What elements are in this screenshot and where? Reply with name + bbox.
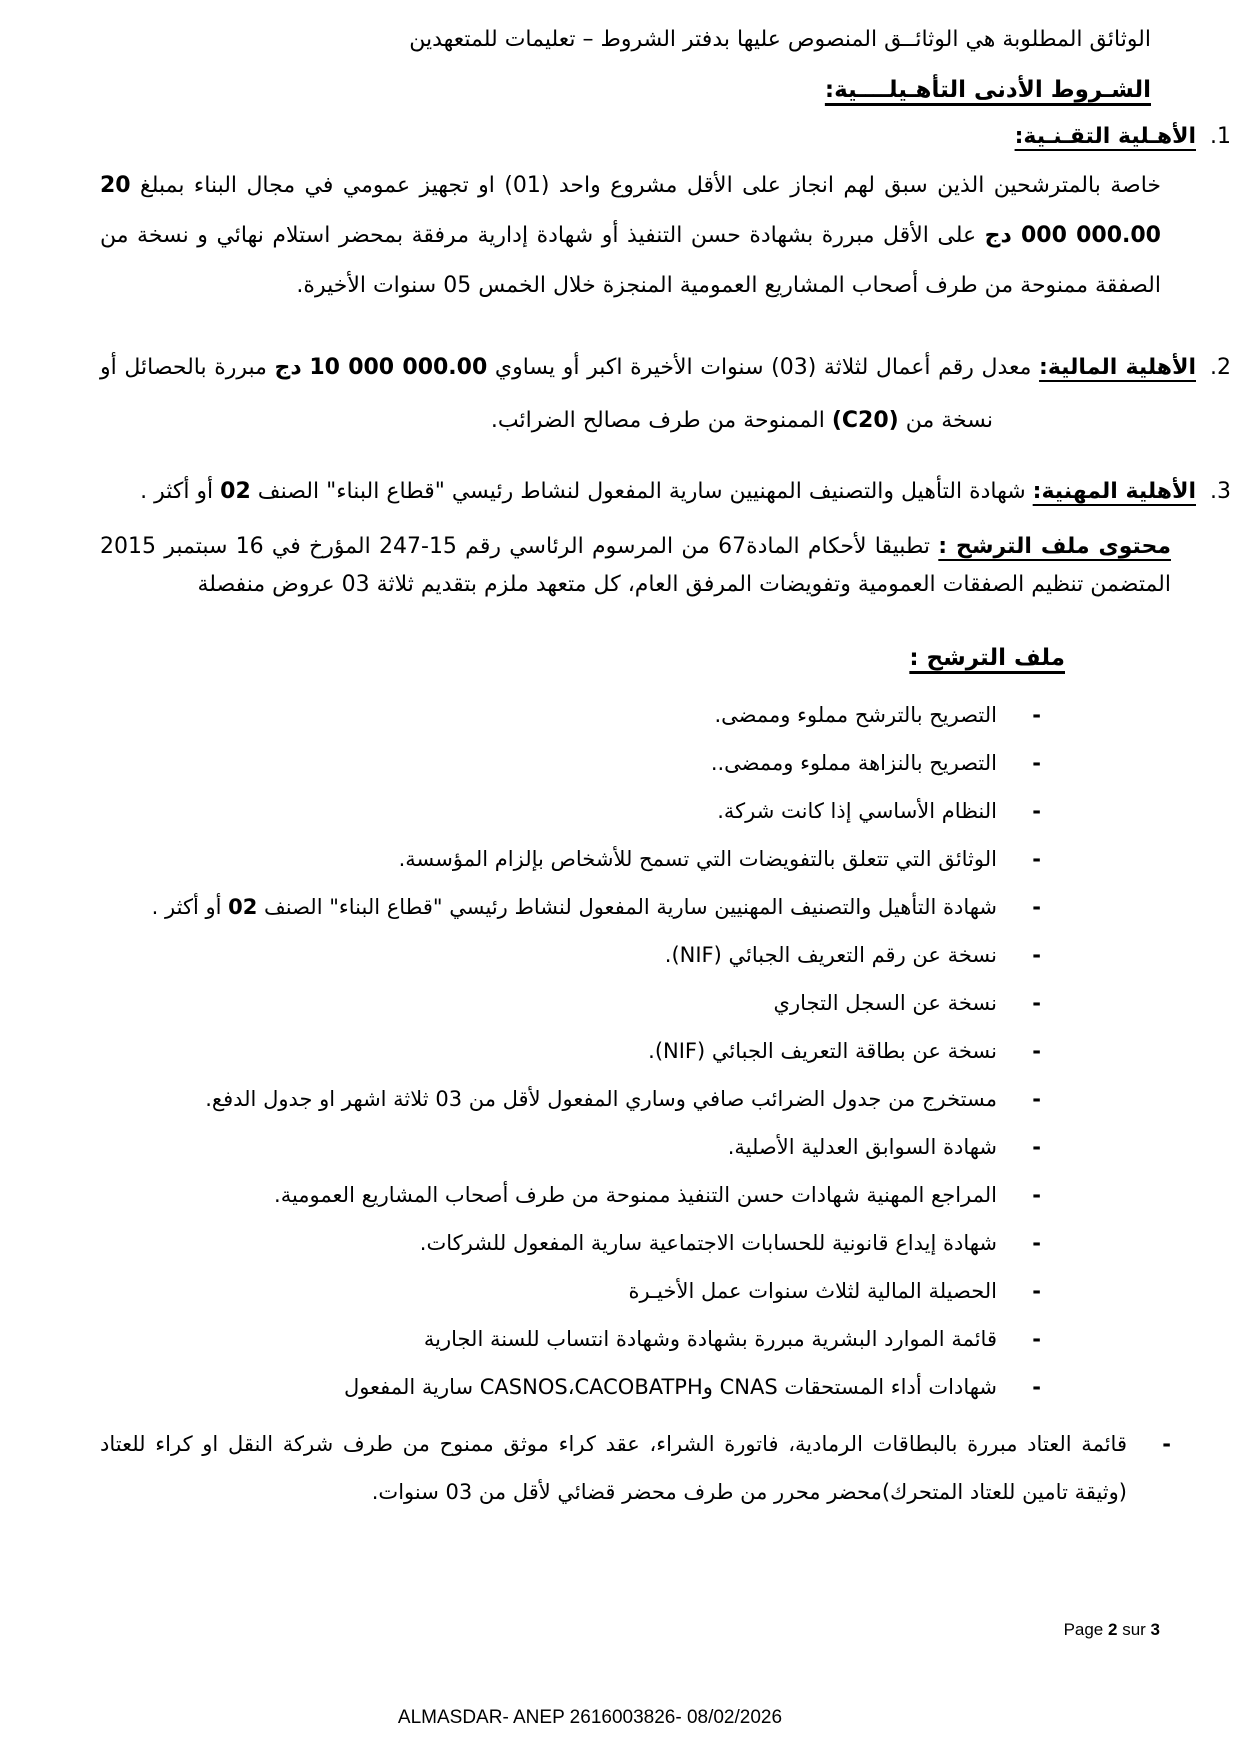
text-segment: شهادة السوابق العدلية الأصلية.	[727, 1135, 997, 1159]
dash-bullet-icon: -	[1032, 895, 1041, 919]
intro-line	[100, 24, 1151, 56]
list-item	[100, 940, 1041, 970]
text-segment: نسخة عن بطاقة التعريف الجبائي	[705, 1039, 997, 1063]
text-segment: دج	[984, 223, 1021, 248]
text-segment: النظام الأساسي إذا كانت شركة.	[717, 799, 997, 823]
list-item-text	[100, 940, 997, 970]
list-item-text	[100, 1324, 997, 1354]
financial-eligibility-item	[100, 341, 1231, 447]
dash-bullet-icon: -	[1032, 751, 1041, 775]
list-item	[100, 1372, 1041, 1402]
text-segment: محتوى ملف الترشح :	[938, 534, 1171, 559]
text-segment: وCASNOS،CACOBATPH سارية المفعول	[343, 1375, 720, 1399]
text-segment: أو أكثر .	[151, 895, 229, 919]
list-number-marker: 1.	[1210, 124, 1231, 149]
list-number-marker: 3.	[1210, 479, 1231, 504]
text-segment: الشـروط الأدنى التأهـيلــــية:	[824, 77, 1151, 103]
text-segment: نسخة عن السجل التجاري	[773, 991, 997, 1015]
text-segment: دج	[274, 355, 302, 380]
dash-bullet-icon: -	[1032, 1039, 1041, 1063]
text-segment: قائمة العتاد مبررة بالبطاقات الرمادية، فاتورة الشراء، عقد كراء موثق ممنوح من طرف شركة النقل او كراء للعتاد (وثيقة تامين للعتاد المتحرك)محضر محرر من طرف محضر قضائي لأقل من 03 سنوات.	[100, 1432, 1127, 1504]
technical-eligibility-paragraph	[100, 161, 1161, 311]
text-segment: التصريح بالنزاهة مملوء وممضى..	[710, 751, 997, 775]
text-segment: الممنوحة من طرف مصالح الضرائب.	[490, 408, 832, 433]
candidacy-file-list	[100, 700, 1231, 1516]
list-item	[100, 796, 1041, 826]
list-item	[100, 748, 1041, 778]
anep-reference-line: ALMASDAR- ANEP 2616003826- 08/02/2026	[397, 1707, 783, 1728]
text-segment: معدل رقم أعمال لثلاثة (03) سنوات الأخيرة اكبر أو يساوي	[487, 355, 1040, 380]
professional-eligibility-text	[140, 479, 1196, 504]
text-segment: تطبيقا لأحكام المادة67 من المرسوم الرئاسي رقم 15-247 المؤرخ في 16 سبتمبر 2015 المتضمن تنظيم الصفقات العمومية وتفويضات المرفق العام، كل متعهد ملزم بتقديم ثلاثة 03 عروض منفصلة	[100, 534, 1171, 597]
list-item	[100, 700, 1041, 730]
text-segment: ملف الترشح :	[909, 645, 1065, 671]
text-segment: (C20)	[831, 408, 899, 433]
text-segment: التصريح بالترشح مملوء وممضى.	[714, 703, 997, 727]
text-segment: الأهـلية التقـنـية:	[1014, 124, 1196, 149]
list-item	[100, 1084, 1041, 1114]
text-segment: .	[664, 943, 672, 967]
list-item-text	[100, 700, 997, 730]
min-qualification-heading	[100, 74, 1151, 106]
list-number-marker: 2.	[1210, 355, 1231, 380]
text-segment: 10 000 000.00	[309, 355, 488, 380]
dash-bullet-icon: -	[1032, 991, 1041, 1015]
professional-eligibility-item	[100, 465, 1231, 518]
text-segment: شهادة التأهيل والتصنيف المهنيين سارية المفعول لنشاط رئيسي "قطاع البناء" الصنف	[250, 479, 1033, 504]
text-segment: شهادة إيداع قانونية للحسابات الاجتماعية سارية المفعول للشركات.	[419, 1231, 997, 1255]
list-item-text	[100, 796, 997, 826]
dash-bullet-icon: -	[1032, 1327, 1041, 1351]
text-segment: على الأقل مبررة بشهادة حسن التنفيذ أو شهادة إدارية مرفقة بمحضر استلام نهائي و نسخة من الصفقة ممنوحة من طرف أصحاب المشاريع العمومية المنجزة خلال الخمس 05 سنوات الأخيرة.	[100, 223, 1161, 298]
text-segment: شهادة التأهيل والتصنيف المهنيين سارية المفعول لنشاط رئيسي "قطاع البناء" الصنف	[257, 895, 997, 919]
technical-eligibility-item	[100, 122, 1231, 152]
list-item-text	[100, 1228, 997, 1258]
list-item-text	[100, 1420, 1127, 1516]
text-segment: خاصة بالمترشحين الذين سبق لهم انجاز على الأقل مشروع واحد (01) او تجهيز عمومي في مجال البناء بمبلغ	[130, 173, 1161, 198]
list-item-text	[100, 988, 997, 1018]
list-item-text	[100, 1372, 997, 1402]
dash-bullet-icon: -	[1032, 703, 1041, 727]
text-segment: Page	[1063, 1620, 1108, 1639]
text-segment: (NIF)	[654, 1039, 706, 1063]
dash-bullet-icon: -	[1032, 1087, 1041, 1111]
list-item	[100, 1132, 1041, 1162]
text-segment: الأهلية المالية:	[1039, 355, 1196, 380]
list-item-text	[100, 892, 997, 922]
list-item	[100, 988, 1041, 1018]
text-segment: .	[648, 1039, 655, 1063]
list-item	[100, 1228, 1041, 1258]
technical-eligibility-title	[1015, 124, 1196, 149]
dash-bullet-icon: -	[1032, 1135, 1041, 1159]
text-segment: مستخرج من جدول الضرائب صافي وساري المفعول لأقل من 03 ثلاثة اشهر او جدول الدفع.	[205, 1087, 997, 1111]
text-segment: الحصيلة المالية لثلاث سنوات عمل الأخيـرة	[628, 1279, 997, 1303]
dash-bullet-icon: -	[1032, 847, 1041, 871]
list-item-text	[100, 844, 997, 874]
list-item-text	[100, 1132, 997, 1162]
text-segment: قائمة الموارد البشرية مبررة بشهادة وشهادة انتساب للسنة الجارية	[423, 1327, 997, 1351]
list-item-text	[100, 1276, 997, 1306]
text-segment: أو أكثر .	[140, 479, 221, 504]
list-item-text	[100, 1180, 997, 1210]
text-segment: (NIF)	[671, 943, 722, 967]
dash-bullet-icon: -	[1032, 799, 1041, 823]
text-segment: نسخة عن رقم التعريف الجبائي	[721, 943, 997, 967]
list-item	[100, 1324, 1041, 1354]
text-segment: الوثائق التي تتعلق بالتفويضات التي تسمح للأشخاص بإلزام المؤسسة.	[398, 847, 997, 871]
text-segment: 02	[220, 479, 251, 504]
text-segment: 02	[228, 895, 258, 919]
list-item-text	[100, 1084, 997, 1114]
list-item-text	[100, 1036, 997, 1066]
text-segment: مبررة بالحصائل أو نسخة من	[100, 355, 993, 433]
candidacy-file-heading	[100, 642, 1065, 674]
dash-bullet-icon: -	[1032, 943, 1041, 967]
text-segment: الأهلية المهنية:	[1032, 479, 1196, 504]
list-item-text	[100, 748, 997, 778]
dash-bullet-icon: -	[1032, 1231, 1041, 1255]
text-segment: 3	[1150, 1620, 1160, 1639]
dash-bullet-icon: -	[1032, 1375, 1041, 1399]
list-item	[100, 1276, 1041, 1306]
text-segment: 2	[1108, 1620, 1118, 1639]
text-segment: الوثائق المطلوبة هي الوثائــق المنصوص عليها بدفتر الشروط – تعليمات للمتعهدين	[409, 27, 1151, 52]
list-item	[100, 844, 1041, 874]
page-number	[1064, 1620, 1160, 1640]
list-item	[100, 892, 1041, 922]
financial-eligibility-text	[100, 355, 1196, 433]
dash-bullet-icon: -	[1032, 1279, 1041, 1303]
dash-bullet-icon: -	[1162, 1432, 1171, 1456]
list-item	[100, 1420, 1171, 1516]
text-segment: CNAS	[719, 1375, 778, 1399]
text-segment: شهادات أداء المستحقات	[777, 1375, 997, 1399]
text-segment: sur	[1117, 1620, 1151, 1639]
text-segment: 20 000 000.00	[100, 173, 1161, 248]
dash-bullet-icon: -	[1032, 1183, 1041, 1207]
list-item	[100, 1036, 1041, 1066]
list-item	[100, 1180, 1041, 1210]
text-segment: المراجع المهنية شهادات حسن التنفيذ ممنوحة من طرف أصحاب المشاريع العمومية.	[274, 1183, 997, 1207]
candidacy-content-note	[100, 528, 1171, 604]
